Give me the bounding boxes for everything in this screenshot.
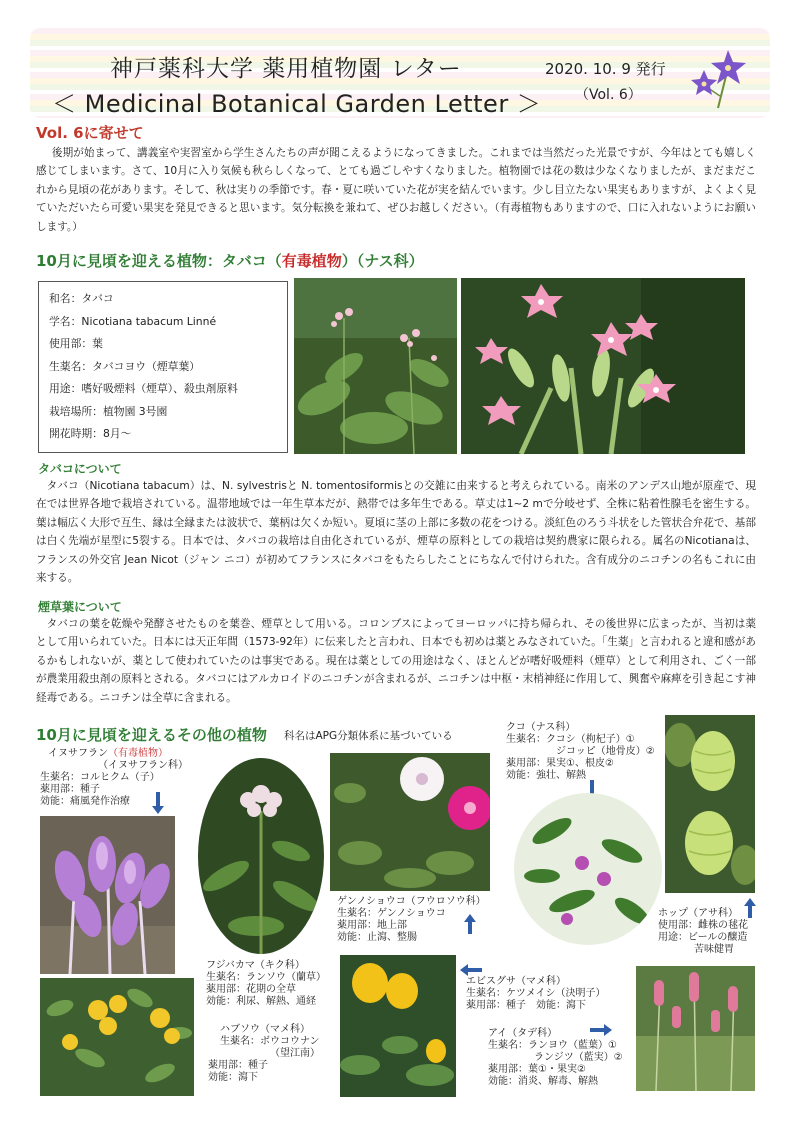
- tobacco-info-box: [38, 281, 288, 453]
- hop-label: ホップ（アサ科） 使用部：雌株の毬花 用途：ビールの醸造 苦味健胃: [658, 908, 748, 955]
- about-tobacco-text: タバコ（Nicotiana tabacum）は、N. sylvestrisと N. tomentosiformisとの交雑に由来すると考えられている。南米のアンデス山地が原産で、現在では世界各地で栽培されている。温帯地域では一年生草本だが、熱帯では多年生である。草丈は1~2 mで分岐せず、全株に粘着性腺毛を密生する。葉は幅広く大形で互生、縁は全縁または波状で、葉柄は欠くか短い。夏頃に茎の上部に多数の花をつける。淡紅色のろう斗状をした管状合弁花で、基部は白く先端が星型に5裂する。日本では、タバコの栽培は自由化されているが、煙草の原料としての栽培は契約農家に限られる。属名のNicotianaは、フランスの外交官 Jean Nicot（ジャン ニコ）が初めてフランスにタバコをもたらしたことにちなんで付けられた。含有成分のニコチンの名もこれに由来する。: [36, 480, 756, 585]
- gennoshouko-label: ゲンノショウコ（フウロソウ科） 生薬名：ゲンノショウコ 薬用部：地上部 効能：止瀉、整腸: [337, 896, 486, 943]
- intro-heading: Vol. 6に寄せて: [36, 124, 144, 142]
- arrow-left-icon: [460, 964, 482, 976]
- info-location: 栽培場所：植物園 3号園: [49, 404, 168, 418]
- habusou-photo: [40, 978, 194, 1096]
- bellflower-icon: [688, 46, 748, 110]
- habusou-label: ハブソウ（マメ科） 生薬名：ボウコウナン （望江南） 薬用部：種子 効能：瀉下: [208, 1024, 320, 1083]
- tobacco-plant-photo: [294, 278, 457, 454]
- classification-note: 科名はAPG分類体系に基づいている: [284, 730, 453, 742]
- arrow-up-icon: [744, 898, 756, 918]
- info-bloom-time: 開花時期：8月～: [49, 427, 132, 440]
- hop-photo: [665, 715, 755, 893]
- info-usage: 用途：嗜好吸煙料（煙草）、殺虫剤原料: [49, 382, 238, 395]
- about-tobacco-heading: タバコについて: [38, 462, 122, 476]
- inusafuran-label: イヌサフラン（有毒植物） （イヌサフラン科） 生薬名：コルヒクム（子） 薬用部：種子 効能：痛風発作治療: [40, 748, 188, 807]
- about-leaf-heading: 煙草葉について: [38, 600, 122, 614]
- ebisugusa-label: エビスグサ（マメ科） 生薬名：ケツメイシ（決明子） 薬用部：種子 効能：瀉下: [466, 976, 606, 1011]
- feature-heading: 10月に見頃を迎える植物：タバコ（有毒植物）（ナス科）: [36, 252, 424, 270]
- fujibakama-label: フジバカマ（キク科） 生薬名：ランソウ（蘭草） 薬用部：花期の全草 効能：利尿、解熱、通経: [206, 960, 326, 1007]
- other-plants-heading: 10月に見頃を迎えるその他の植物: [36, 726, 267, 744]
- info-used-part: 使用部：葉: [49, 337, 103, 350]
- intro-text: 後期が始まって、講義室や実習室から学生さんたちの声が聞こえるようになってきました。これまでは当然だった光景ですが、今年はとても嬉しく感じてしまいます。さて、10月に入り気候も秋らしくなって、とても過ごしやすくなりました。植物園では花の数は少なくなりましたが、まだまだこれから見頃の花があります。そして、秋は実りの季節です。春・夏に咲いていた花が実を結んでいます。少し目立たない果実もありますが、よくよく見ていただいたら可愛い果実を発見できると思います。気分転換を兼ねて、ぜひお越しください。（有毒植物もありますので、口に入れないようにお願いします。）: [36, 147, 756, 233]
- tobacco-flowers-photo: [461, 278, 745, 454]
- info-scientific-name: 学名：Nicotiana tabacum Linné: [49, 314, 217, 328]
- ebisugusa-photo: [340, 955, 456, 1097]
- inusafuran-photo: [40, 816, 175, 974]
- arrow-up-icon: [464, 914, 476, 934]
- arrow-down-icon: [152, 792, 164, 814]
- arrow-right-icon: [590, 1024, 612, 1036]
- ai-photo: [636, 966, 755, 1091]
- issue-volume: （Vol. 6）: [575, 87, 642, 103]
- info-crude-drug-name: 生薬名：タバコヨウ（煙草葉）: [49, 359, 201, 373]
- info-japanese-name: 和名：タバコ: [49, 292, 114, 305]
- issue-date: 2020. 10. 9 発行: [545, 60, 666, 78]
- kuko-label: クコ（ナス科） 生薬名：クコシ（枸杞子）① ジコッピ（地骨皮）② 薬用部：果実①、根皮② 効能：強壮、解熱: [506, 722, 655, 781]
- gennoshouko-photo: [330, 753, 490, 891]
- newsletter-title-en: ＜ Medicinal Botanical Garden Letter ＞: [52, 90, 542, 118]
- about-leaf-text: タバコの葉を乾燥や発酵させたものを葉巻、煙草として用いる。コロンブスによってヨーロッパに持ち帰られ、その後世界に広まったが、当初は薬として用いられていた。日本には天正年間（1573-92年）に伝来したと言われ、日本でも初めは薬とみなされていた。「生薬」と言われると違和感があるかもしれないが、薬として使われていたのは事実である。現在は薬としての用途はなく、ほとんどが嗜好吸煙料（煙草）として利用され、ごく一部が農業用殺虫剤の原料とされる。タバコにはアルカロイドのニコチンが含まれるが、ニコチンは中枢・末梢神経に作用して、興奮や麻痺を引き起こす神経毒である。ニコチンは全草に含まれる。: [36, 618, 756, 704]
- kuko-photo: [512, 791, 664, 947]
- ai-label: アイ（タデ科） 生薬名：ランヨウ（藍葉）① ランジツ（藍実）② 薬用部：葉①・果実② 効能：消炎、解毒、解熱: [488, 1028, 623, 1087]
- newsletter-title-jp: 神戸薬科大学 薬用植物園 レター: [110, 56, 462, 82]
- fujibakama-photo: [196, 756, 326, 956]
